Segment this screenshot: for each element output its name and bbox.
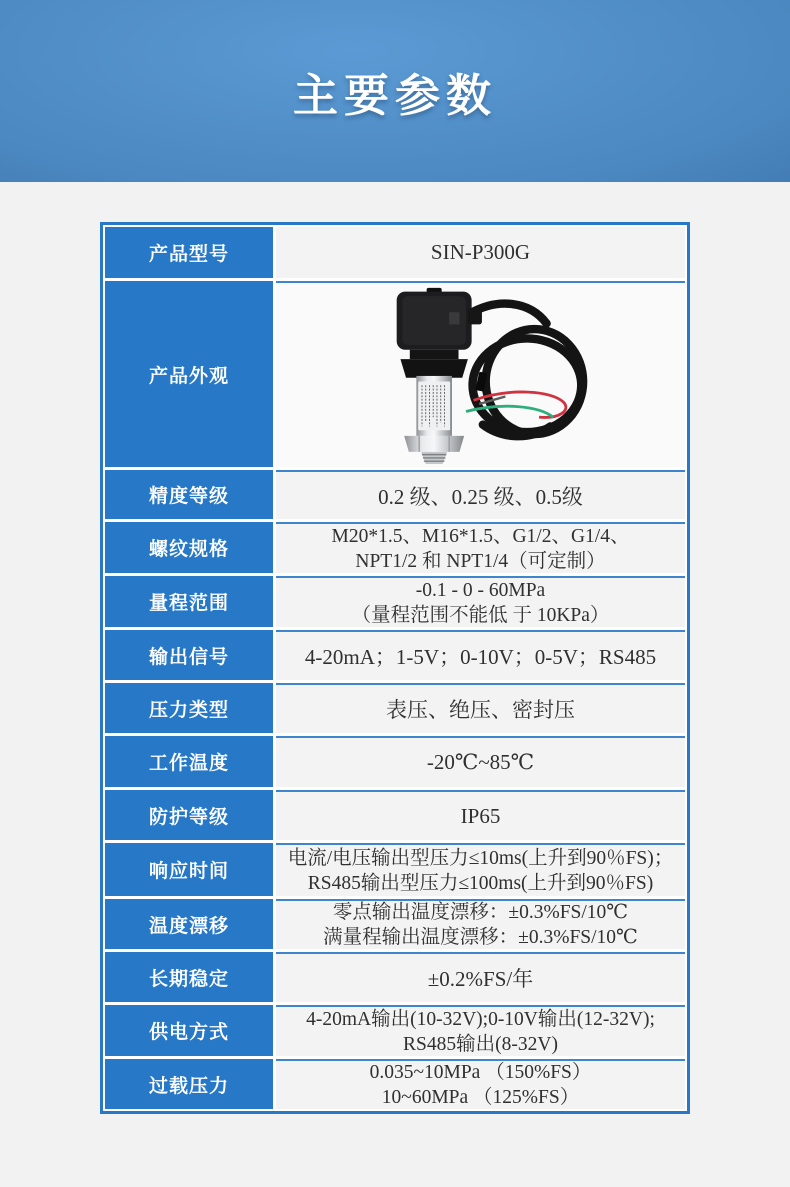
spec-value xyxy=(276,736,685,787)
table-row-pressure-type xyxy=(105,683,685,733)
spec-label: 过载压力 xyxy=(105,1059,273,1109)
spec-table xyxy=(100,222,690,1114)
spec-value xyxy=(276,952,685,1002)
spec-value-line: 4-20mA输出(10-32V);0-10V输出(12-32V); xyxy=(306,1008,655,1030)
spec-value xyxy=(276,630,685,680)
spec-label: 输出信号 xyxy=(105,630,273,680)
table-row-temperature xyxy=(105,736,685,787)
spec-value-line: 零点输出温度漂移：±0.3%FS/10℃ xyxy=(332,902,629,923)
spec-value-line: 4-20mA；1-5V；0-10V；0-5V；RS485 xyxy=(304,645,657,669)
spec-value xyxy=(276,522,685,573)
spec-value-line: RS485输出(8-32V) xyxy=(403,1033,558,1055)
table-row-protection xyxy=(105,790,685,840)
spec-value-line: （量程范围不能低 于 10KPa） xyxy=(351,604,610,626)
table-row-thread xyxy=(105,522,685,573)
content xyxy=(0,222,790,1114)
upper-hex xyxy=(400,359,467,378)
spec-value xyxy=(276,470,685,519)
table-row-photo xyxy=(105,281,685,467)
spec-value-line: 满量程输出温度漂移：±0.3%FS/10℃ xyxy=(323,927,638,948)
cable-coil xyxy=(468,304,582,437)
spec-value xyxy=(276,843,685,896)
spec-label: 响应时间 xyxy=(105,843,273,896)
spec-value-line: NPT1/2 和 NPT1/4（可定制） xyxy=(355,550,606,572)
spec-label: 量程范围 xyxy=(105,576,273,627)
table-row-accuracy xyxy=(105,470,685,519)
spec-value xyxy=(276,1059,685,1109)
spec-label: 精度等级 xyxy=(105,470,273,519)
table-row-power xyxy=(105,1005,685,1056)
spec-value xyxy=(276,281,685,467)
product-photo xyxy=(338,286,624,464)
spec-value-line: IP65 xyxy=(460,803,501,828)
body-label xyxy=(418,382,450,431)
table-row-output xyxy=(105,630,685,680)
spec-value xyxy=(276,899,685,949)
spec-label: 螺纹规格 xyxy=(105,522,273,573)
spec-value-line: 0.035~10MPa （150%FS） xyxy=(369,1062,592,1083)
spec-label: 防护等级 xyxy=(105,790,273,840)
lower-hex xyxy=(404,436,464,452)
spec-value-line: 0.2 级、0.25 级、0.5级 xyxy=(378,484,583,509)
table-row-stability xyxy=(105,952,685,1002)
spec-label: 压力类型 xyxy=(105,683,273,733)
spec-value-line: M20*1.5、M16*1.5、G1/2、G1/4、 xyxy=(331,525,630,547)
table-row-drift xyxy=(105,899,685,949)
spec-value-line: 表压、绝压、密封压 xyxy=(386,698,575,722)
spec-label: 工作温度 xyxy=(105,736,273,787)
spec-value xyxy=(276,227,685,278)
spec-label: 长期稳定 xyxy=(105,952,273,1002)
spec-value-line: -0.1 - 0 - 60MPa xyxy=(415,579,546,601)
page-header xyxy=(0,0,790,182)
spec-label: 产品型号 xyxy=(105,227,273,278)
spec-value-line: -20℃~85℃ xyxy=(426,750,535,774)
table-row-range xyxy=(105,576,685,627)
spec-label: 产品外观 xyxy=(105,281,273,467)
table-row-response xyxy=(105,843,685,896)
spec-label: 温度漂移 xyxy=(105,899,273,949)
table-row-overload xyxy=(105,1059,685,1109)
table-row-model xyxy=(105,227,685,278)
page-title: 主要参数 xyxy=(292,69,497,121)
spec-value xyxy=(276,790,685,840)
spec-label: 供电方式 xyxy=(105,1005,273,1056)
spec-value xyxy=(276,683,685,733)
spec-value-line: RS485输出型压力≤100ms(上升到90％FS) xyxy=(307,872,654,894)
spec-value-line: SIN-P300G xyxy=(430,240,531,264)
spec-value xyxy=(276,1005,685,1056)
spec-value-line: ±0.2%FS/年 xyxy=(427,967,534,991)
spec-value-line: 10~60MPa （125%FS） xyxy=(381,1087,580,1108)
spec-value-line: 电流/电压输出型压力≤10ms(上升到90％FS)； xyxy=(287,847,674,869)
spec-value xyxy=(276,576,685,627)
